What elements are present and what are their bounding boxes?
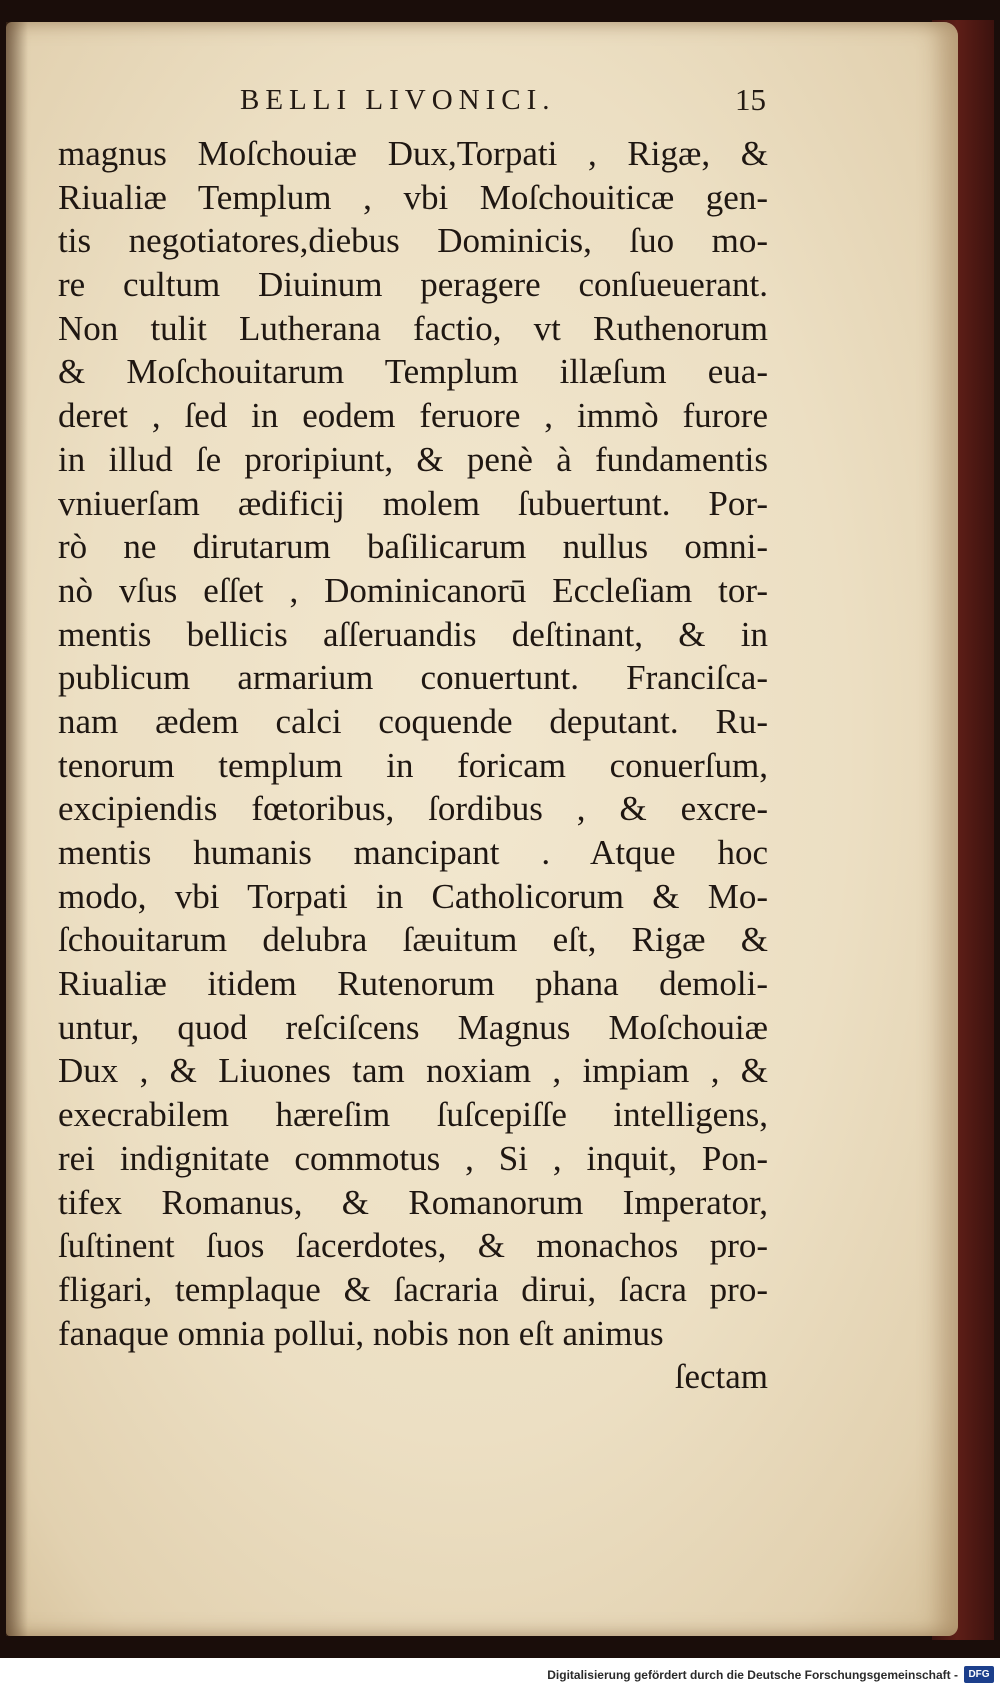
dfg-logo: DFG <box>964 1666 994 1683</box>
text-line: vniuerſam ædificij molem ſubuertunt. Por- <box>58 483 768 523</box>
text-line: mentis bellicis aſſeruandis deſtinant, & in <box>58 614 768 654</box>
text-line: excipiendis fœtoribus, ſordibus , & excre- <box>58 789 768 829</box>
text-line: Riualiæ itidem Rutenorum phana demoli- <box>58 964 768 1004</box>
text-line: Dux , & Liuones tam noxiam , impiam , & <box>58 1051 768 1091</box>
body-text <box>58 132 768 1399</box>
text-line: in illud ſe proripiunt, & penè à fundamentis <box>58 439 768 479</box>
running-head <box>60 80 766 128</box>
page-number: 15 <box>735 82 766 117</box>
text-line: ſchouitarum delubra ſæuitum eſt, Rigæ & <box>58 920 768 960</box>
text-line: magnus Moſchouiæ Dux,Torpati , Rigæ, & <box>58 134 768 173</box>
text-line: tifex Romanus, & Romanorum Imperator, <box>58 1182 768 1222</box>
text-line: tis negotiatores,diebus Dominicis, ſuo mo- <box>58 221 768 261</box>
text-line: execrabilem hæreſim ſuſcepiſſe intelligens, <box>58 1095 768 1135</box>
text-line: ſuſtinent ſuos ſacerdotes, & monachos pro- <box>58 1226 768 1266</box>
running-title: BELLI LIVONICI. <box>240 84 556 116</box>
text-line: Non tulit Lutherana factio, vt Ruthenorum <box>58 308 768 348</box>
text-line: modo, vbi Torpati in Catholicorum & Mo- <box>58 876 768 916</box>
text-line: rei indignitate commotus , Si , inquit, Pon- <box>58 1138 768 1178</box>
gutter-shadow <box>6 22 28 1636</box>
funding-credit: Digitalisierung gefördert durch die Deutsche Forschungsgemeinschaft - <box>547 1668 958 1682</box>
text-line: mentis humanis mancipant . Atque hoc <box>58 833 768 872</box>
text-line: nam ædem calci coquende deputant. Ru- <box>58 701 768 741</box>
text-line: untur, quod reſciſcens Magnus Moſchouiæ <box>58 1007 768 1047</box>
text-line: & Moſchouitarum Templum illæſum eua- <box>58 352 768 392</box>
text-line: fligari, templaque & ſacraria dirui, ſacra pro- <box>58 1269 768 1309</box>
text-line: fanaque omnia pollui, nobis non eſt animus <box>58 1313 664 1353</box>
text-line: deret , ſed in eodem feruore , immò furore <box>58 396 768 436</box>
text-line: publicum armarium conuertunt. Franciſca- <box>58 658 768 698</box>
text-line: re cultum Diuinum peragere conſueuerant. <box>58 265 768 305</box>
text-line: rò ne dirutarum baſilicarum nullus omni- <box>58 527 768 567</box>
footer-bar <box>0 1658 1000 1695</box>
text-line: Riualiæ Templum , vbi Moſchouiticæ gen- <box>58 177 768 217</box>
text-line: nò vſus eſſet , Dominicanorū Eccleſiam tor- <box>58 570 768 610</box>
catchword: ſectam <box>674 1357 768 1397</box>
text-line: tenorum templum in foricam conuerſum, <box>58 745 768 785</box>
